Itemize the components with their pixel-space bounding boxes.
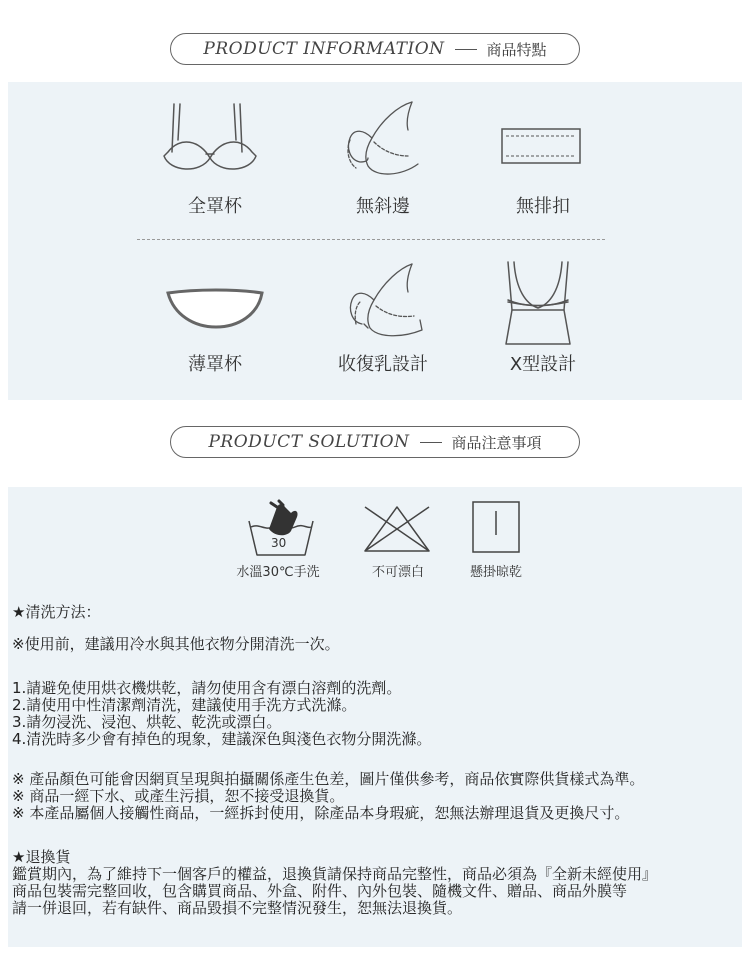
feature-label-no-bias-edge: 無斜邊 bbox=[356, 196, 410, 217]
wash-step: 4.清洗時多少會有掉色的現象，建議深色與淺色衣物分開洗滌。 bbox=[12, 730, 432, 748]
feature-label-thin-cup: 薄罩杯 bbox=[188, 354, 242, 375]
x-back-design-icon bbox=[498, 260, 578, 346]
feature-label-full-cup: 全罩杯 bbox=[188, 196, 242, 217]
header-dash bbox=[420, 442, 442, 443]
product-information-header bbox=[170, 33, 580, 65]
thin-cup-icon bbox=[166, 287, 264, 329]
product-solution-header bbox=[170, 426, 580, 458]
disclaimer-item: ※ 商品一經下水、或產生污損，恕不接受退換貨。 bbox=[12, 787, 345, 805]
wash-steps-list bbox=[12, 680, 737, 748]
return-policy-line: 鑑賞期內，為了維持下一個客戶的權益，退換貨請保持商品完整性，商品必須為『全新未經使用』 bbox=[12, 865, 658, 883]
full-cup-bra-icon bbox=[160, 100, 260, 172]
features-panel bbox=[8, 82, 742, 400]
feature-label-x-design: X型設計 bbox=[509, 354, 577, 375]
header-english-title: PRODUCT INFORMATION bbox=[203, 39, 445, 59]
wash-step: 1.請避免使用烘衣機烘乾，請勿使用含有漂白溶劑的洗劑。 bbox=[12, 679, 402, 697]
care-label-no-bleach: 不可漂白 bbox=[371, 565, 424, 580]
return-policy-title: ★退換貨 bbox=[12, 848, 71, 866]
disclaimer-item: ※ 本產品屬個人接觸性商品，一經拆封使用，除產品本身瑕疵，恕無法辦理退貨及更換尺寸。 bbox=[12, 804, 630, 822]
shaping-design-icon bbox=[342, 262, 432, 342]
hang-dry-icon bbox=[472, 501, 520, 553]
features-divider bbox=[137, 239, 605, 240]
header-chinese-title: 商品注意事項 bbox=[451, 433, 542, 452]
wash-instructions bbox=[12, 604, 737, 653]
return-policy-line: 請一併退回，若有缺件、商品毀損不完整情況發生，恕無法退換貨。 bbox=[12, 899, 463, 917]
disclaimer-item: ※ 產品顏色可能會因網頁呈現與拍攝關係產生色差，圖片僅供參考，商品依實際供貨樣式為準。 bbox=[12, 770, 645, 788]
header-chinese-title: 商品特點 bbox=[486, 40, 547, 59]
return-policy-line: 商品包裝需完整回收，包含購買商品、外盒、附件、內外包裝、隨機文件、贈品、商品外膜等 bbox=[12, 882, 628, 900]
before-use-note: ※使用前，建議用冷水與其他衣物分開清洗一次。 bbox=[12, 635, 340, 653]
wash-method-title: ★清洗方法： bbox=[12, 603, 101, 621]
return-policy bbox=[12, 849, 737, 917]
feature-label-shaping-design: 收復乳設計 bbox=[338, 354, 428, 375]
no-bias-edge-icon bbox=[338, 100, 428, 180]
wash-step: 2.請使用中性清潔劑清洗，建議使用手洗方式洗滌。 bbox=[12, 696, 357, 714]
header-english-title: PRODUCT SOLUTION bbox=[208, 432, 410, 452]
care-label-hand-wash: 水溫30℃手洗 bbox=[236, 565, 320, 580]
wash-temperature-label: 30 bbox=[271, 536, 287, 550]
no-bleach-icon bbox=[363, 505, 431, 553]
feature-label-no-hook: 無排扣 bbox=[516, 196, 570, 217]
hand-wash-30-icon bbox=[247, 499, 315, 557]
header-dash bbox=[455, 49, 477, 50]
disclaimer-list bbox=[12, 771, 737, 822]
care-label-hang-dry: 懸掛晾乾 bbox=[469, 565, 522, 580]
wash-step: 3.請勿浸洗、浸泡、烘乾、乾洗或漂白。 bbox=[12, 713, 282, 731]
no-hook-icon bbox=[501, 128, 581, 164]
